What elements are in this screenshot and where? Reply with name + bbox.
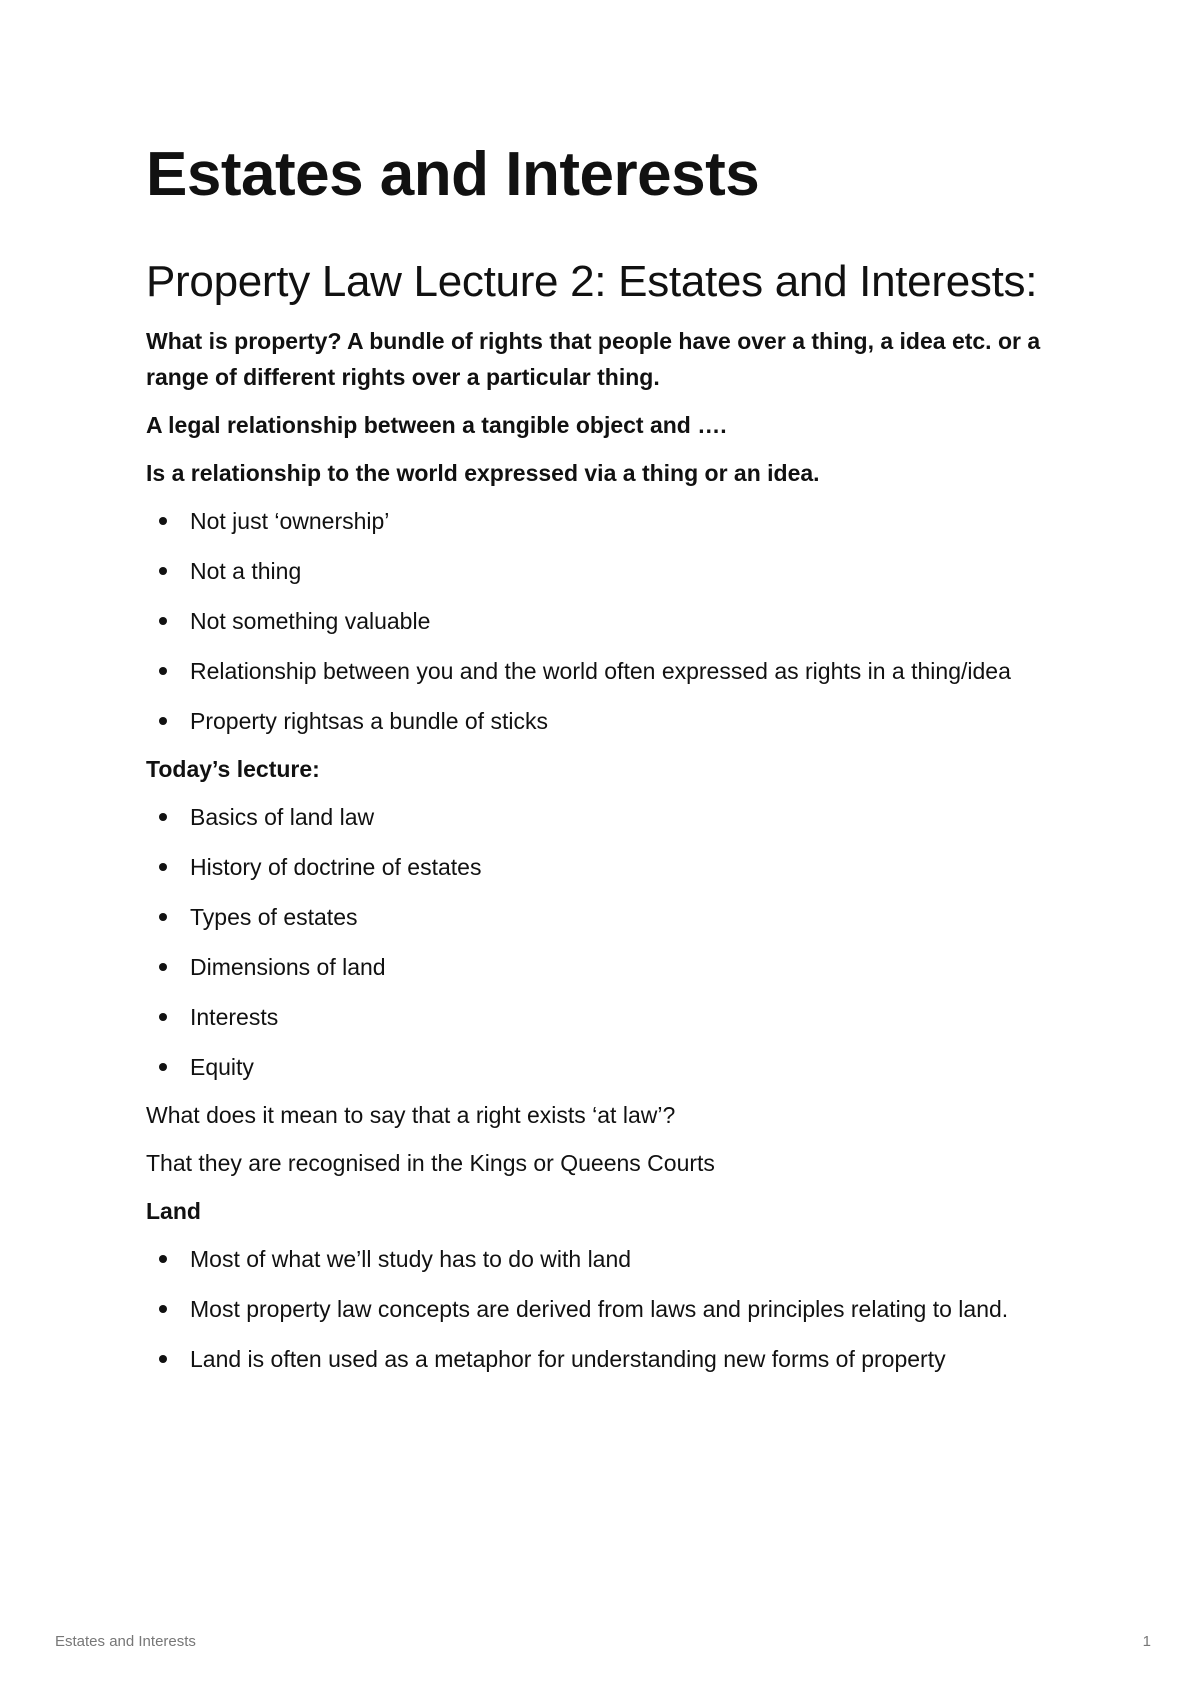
list-item [146,703,1076,739]
list-item-text: Types of estates [190,904,358,931]
list-item-text: Dimensions of land [190,954,386,981]
bullet-icon [159,567,167,575]
list-item [146,799,1076,835]
list-item-text: Most property law concepts are derived from laws and principles relating to land. [190,1296,1009,1323]
footer-document-title: Estates and Interests [55,1633,196,1650]
bullet-icon [159,963,167,971]
list-item-text: Relationship between you and the world often expressed as rights in a thing/idea [190,658,1011,685]
bullet-icon [159,1063,167,1071]
at-law-answer: That they are recognised in the Kings or Queens Courts [146,1150,715,1177]
list-item-text: History of doctrine of estates [190,854,482,881]
list-item [146,1341,1076,1377]
list-item-text: Interests [190,1004,279,1031]
bullet-icon [159,1013,167,1021]
document-subtitle: Property Law Lecture 2: Estates and Interests: [146,257,1038,307]
list-item-text: Property rightsas a bundle of sticks [190,708,548,735]
bullet-icon [159,813,167,821]
list-item-text: Not something valuable [190,608,431,635]
list-item-text: Basics of land law [190,804,375,831]
bullet-icon [159,1305,167,1313]
list-item-text: Equity [190,1054,254,1081]
list-item-text: Most of what we’ll study has to do with land [190,1246,632,1273]
bullet-icon [159,1255,167,1263]
list-item [146,949,1076,985]
bullet-icon [159,717,167,725]
list-item [146,1291,1076,1327]
list-item [146,849,1076,885]
bullet-icon [159,667,167,675]
list-item-text: Land is often used as a metaphor for understanding new forms of property [190,1346,946,1373]
list-item [146,899,1076,935]
list-item [146,553,1076,589]
list-item [146,1049,1076,1085]
at-law-question: What does it mean to say that a right exists ‘at law’? [146,1102,676,1129]
list-item [146,999,1076,1035]
land-heading: Land [146,1198,201,1225]
list-item [146,653,1076,689]
intro-paragraph-relationship: A legal relationship between a tangible object and …. [146,412,727,439]
bullet-icon [159,863,167,871]
lecture-topics-list [146,799,1076,1085]
intro-paragraph-world: Is a relationship to the world expressed via a thing or an idea. [146,460,820,487]
bullet-icon [159,913,167,921]
bullet-icon [159,1355,167,1363]
property-bullet-list [146,503,1076,739]
land-bullet-list [146,1241,1076,1377]
list-item [146,603,1076,639]
todays-lecture-heading: Today’s lecture: [146,756,320,783]
document-title: Estates and Interests [146,140,760,209]
list-item-text: Not just ‘ownership’ [190,508,390,535]
page-content [146,138,1076,1377]
intro-paragraph-property: What is property? A bundle of rights that people have over a thing, a idea etc. or a range of different rights over a particular thing. [146,328,1041,391]
list-item [146,503,1076,539]
list-item [146,1241,1076,1277]
bullet-icon [159,617,167,625]
bullet-icon [159,517,167,525]
footer-page-number: 1 [1142,1633,1151,1650]
list-item-text: Not a thing [190,558,302,585]
